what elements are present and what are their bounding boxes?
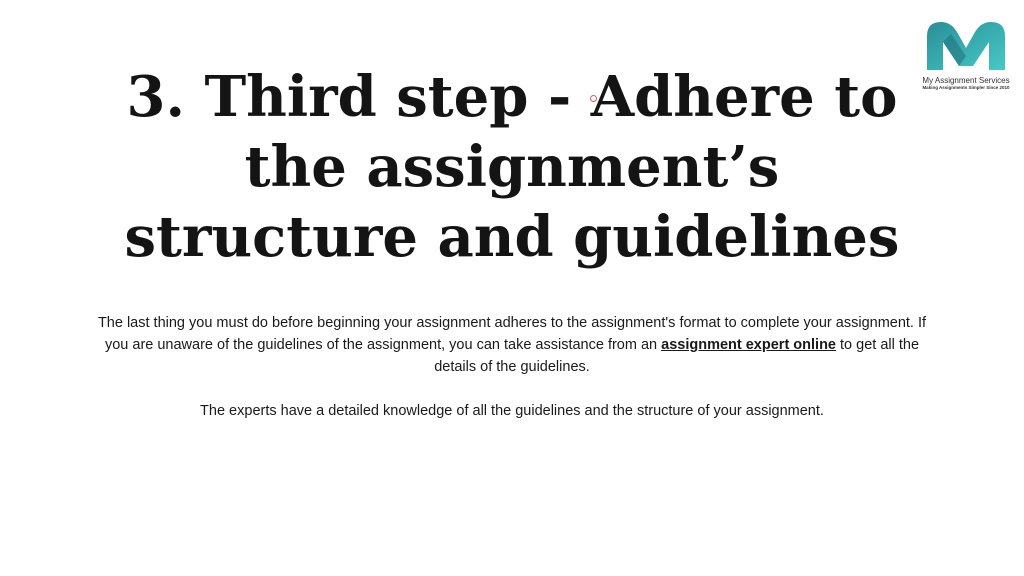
body-paragraph-1 [92, 312, 932, 378]
slide-body [92, 312, 932, 422]
body-paragraph-2: The experts have a detailed knowledge of all the guidelines and the structure of your assignment. [200, 403, 824, 419]
laser-pointer-dot [590, 95, 597, 102]
logo-name: My Assignment Services [922, 76, 1010, 85]
title-line-1: 3. Third step - Adhere to [126, 64, 898, 130]
logo-tagline: Making Assignments Simpler Since 2010 [922, 85, 1010, 90]
assignment-expert-link[interactable]: assignment expert online [661, 337, 836, 353]
title-line-3: structure and guidelines [124, 204, 900, 270]
paragraph-1-tail: to get all the details of the guidelines. [434, 337, 920, 375]
slide-title [80, 62, 944, 272]
title-line-2: the assignment’s [244, 134, 780, 200]
paragraph-1-text: The last thing you must do before beginning your assignment adheres to the assignment's format to complete your assignment. If you are unaware of the guidelines of the assignment, you can take assistance from an [97, 315, 927, 353]
